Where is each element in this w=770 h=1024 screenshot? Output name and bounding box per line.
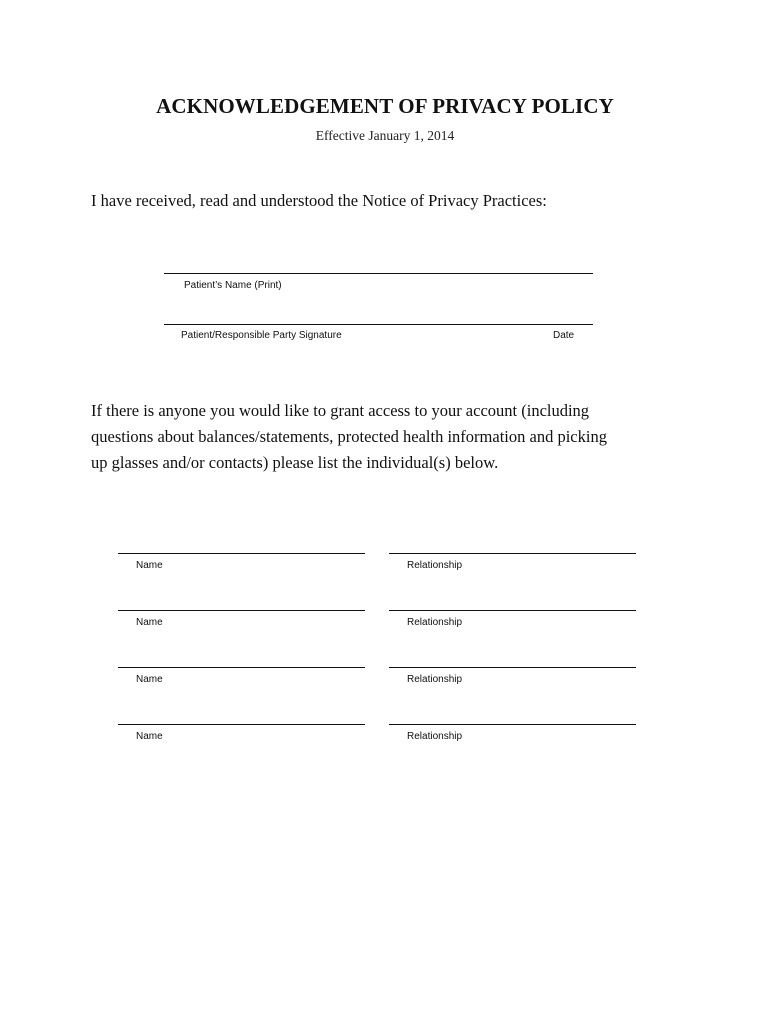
contact-name-line[interactable] [118, 667, 365, 668]
patient-name-line[interactable] [164, 273, 593, 274]
contact-name-line[interactable] [118, 724, 365, 725]
contact-relationship-label: Relationship [407, 674, 463, 685]
document-title: ACKNOWLEDGEMENT OF PRIVACY POLICY [156, 94, 614, 118]
contact-relationship-label: Relationship [407, 731, 463, 742]
contact-name-label: Name [136, 560, 163, 571]
contact-name-label: Name [136, 731, 163, 742]
access-paragraph [91, 398, 661, 476]
contact-name-label: Name [136, 674, 163, 685]
contact-relationship-line[interactable] [389, 667, 636, 668]
access-paragraph-line: questions about balances/statements, protected health information and picking [91, 427, 607, 446]
contact-row [0, 610, 770, 667]
patient-name-label: Patient’s Name (Print) [184, 280, 282, 291]
signature-label: Patient/Responsible Party Signature [181, 330, 342, 341]
contact-row [0, 667, 770, 724]
contact-relationship-label: Relationship [407, 560, 463, 571]
access-paragraph-line: If there is anyone you would like to grant access to your account (including [91, 401, 590, 420]
acknowledgement-statement: I have received, read and understood the Notice of Privacy Practices: [91, 191, 547, 210]
contact-row [0, 724, 770, 781]
contact-relationship-line[interactable] [389, 610, 636, 611]
contact-relationship-line[interactable] [389, 553, 636, 554]
contact-name-line[interactable] [118, 553, 365, 554]
contact-name-line[interactable] [118, 610, 365, 611]
contact-relationship-line[interactable] [389, 724, 636, 725]
contact-name-label: Name [136, 617, 163, 628]
contact-row [0, 553, 770, 610]
signature-line[interactable] [164, 324, 593, 325]
effective-date: Effective January 1, 2014 [315, 128, 455, 143]
authorized-contacts-list [0, 553, 770, 781]
contact-relationship-label: Relationship [407, 617, 463, 628]
access-paragraph-line: up glasses and/or contacts) please list the individual(s) below. [91, 453, 499, 472]
date-label: Date [553, 330, 575, 341]
